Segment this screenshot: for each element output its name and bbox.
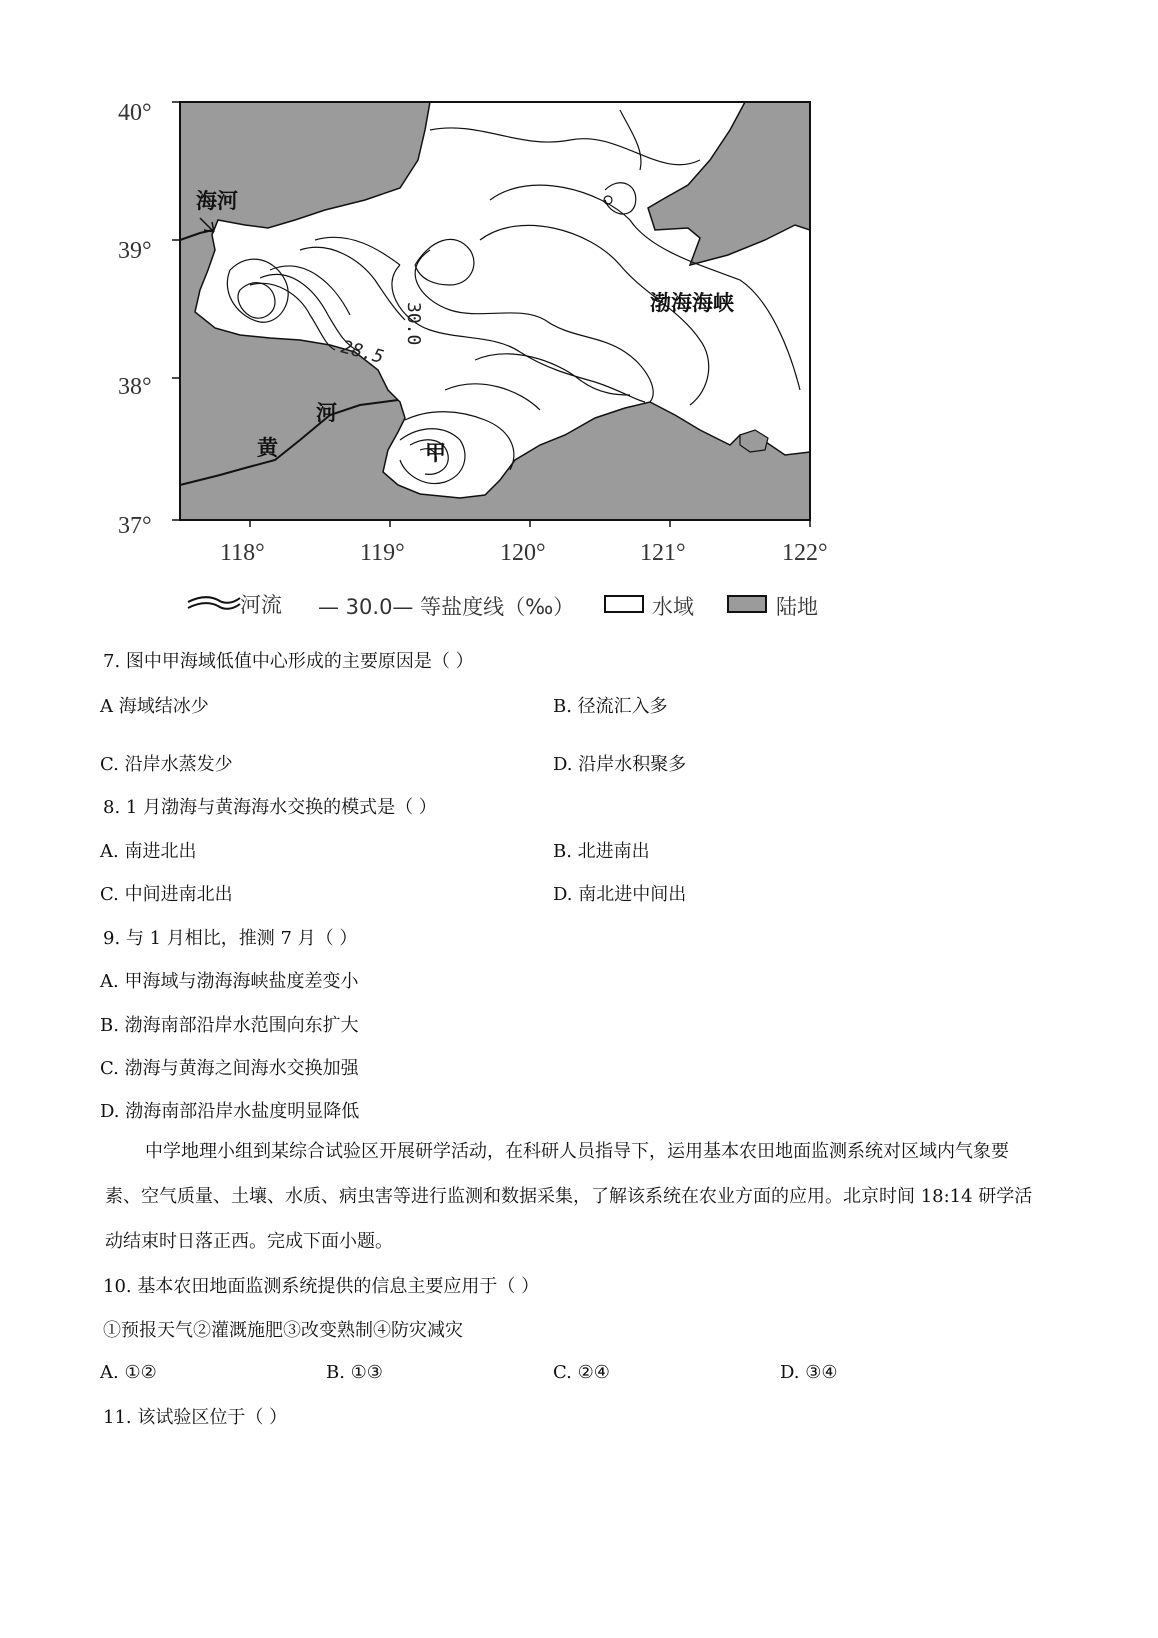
lon-label-121: 121° xyxy=(640,540,686,566)
legend-land-label: 陆地 xyxy=(776,595,818,619)
q10-option-b: B. ①③ xyxy=(326,1362,383,1383)
legend-isoline-label: — 30.0— 等盐度线（‰） xyxy=(318,595,575,619)
q9-option-a: A. 甲海域与渤海海峡盐度差变小 xyxy=(100,971,359,992)
q10-options-line: ①预报天气②灌溉施肥③改变熟制④防灾减灾 xyxy=(103,1320,463,1341)
q7-stem: 7. 图中甲海域低值中心形成的主要原因是（ ） xyxy=(103,651,474,672)
q10-stem: 10. 基本农田地面监测系统提供的信息主要应用于（ ） xyxy=(103,1276,540,1297)
isoline-label-28-5: 28.5 xyxy=(338,336,387,369)
place-label-haihe: 海河 xyxy=(196,189,238,213)
q8-option-b: B. 北进南出 xyxy=(553,841,650,862)
q9-stem: 9. 与 1 月相比，推测 7 月（ ） xyxy=(103,928,358,949)
q8-option-a: A. 南进北出 xyxy=(100,841,197,862)
lat-label-37: 37° xyxy=(118,513,152,539)
q11-stem: 11. 该试验区位于（ ） xyxy=(103,1407,288,1428)
bohai-salinity-map xyxy=(100,90,900,650)
q9-option-b: B. 渤海南部沿岸水范围向东扩大 xyxy=(100,1015,359,1036)
isoline-label-30: 30.0 xyxy=(403,302,424,346)
lat-label-39: 39° xyxy=(118,238,152,264)
place-label-he: 河 xyxy=(316,401,337,425)
lat-label-40: 40° xyxy=(118,100,152,126)
legend-river-symbol xyxy=(188,597,240,609)
lon-label-118: 118° xyxy=(220,540,265,566)
place-label-strait: 渤海海峡 xyxy=(650,291,734,315)
lon-label-119: 119° xyxy=(360,540,405,566)
legend-water-swatch xyxy=(605,596,643,612)
q8-option-c: C. 中间进南北出 xyxy=(100,884,233,905)
lat-label-38: 38° xyxy=(118,374,152,400)
q7-option-c: C. 沿岸水蒸发少 xyxy=(100,754,233,775)
q8-option-d: D. 南北进中间出 xyxy=(553,884,687,905)
q10-option-c: C. ②④ xyxy=(553,1362,610,1383)
q10-option-a: A. ①② xyxy=(100,1362,157,1383)
q7-option-d: D. 沿岸水积聚多 xyxy=(553,754,687,775)
q10-option-d: D. ③④ xyxy=(780,1362,838,1383)
legend-land-swatch xyxy=(728,596,766,612)
legend-river-label: 河流 xyxy=(240,593,282,617)
passage: 中学地理小组到某综合试验区开展研学活动，在科研人员指导下，运用基本农田地面监测系统对区域内气象要素、空气质量、土壤、水质、病虫害等进行监测和数据采集，了解该系统在农业方面的应用。北京时间 18:14 研学活动结束时日落正西。完成下面小题。 xyxy=(105,1141,1033,1252)
q7-option-b: B. 径流汇入多 xyxy=(553,696,668,717)
q8-stem: 8. 1 月渤海与黄海海水交换的模式是（ ） xyxy=(103,797,437,818)
lon-label-120: 120° xyxy=(500,540,546,566)
place-label-huang: 黄 xyxy=(257,436,278,460)
q9-option-c: C. 渤海与黄海之间海水交换加强 xyxy=(100,1058,359,1079)
q7-option-a: A 海域结冰少 xyxy=(100,696,209,717)
place-label-jia: 甲 xyxy=(425,441,446,465)
q9-option-d: D. 渤海南部沿岸水盐度明显降低 xyxy=(100,1101,360,1122)
lon-label-122: 122° xyxy=(782,540,828,566)
legend-water-label: 水域 xyxy=(652,595,694,619)
map-legend xyxy=(188,593,818,619)
